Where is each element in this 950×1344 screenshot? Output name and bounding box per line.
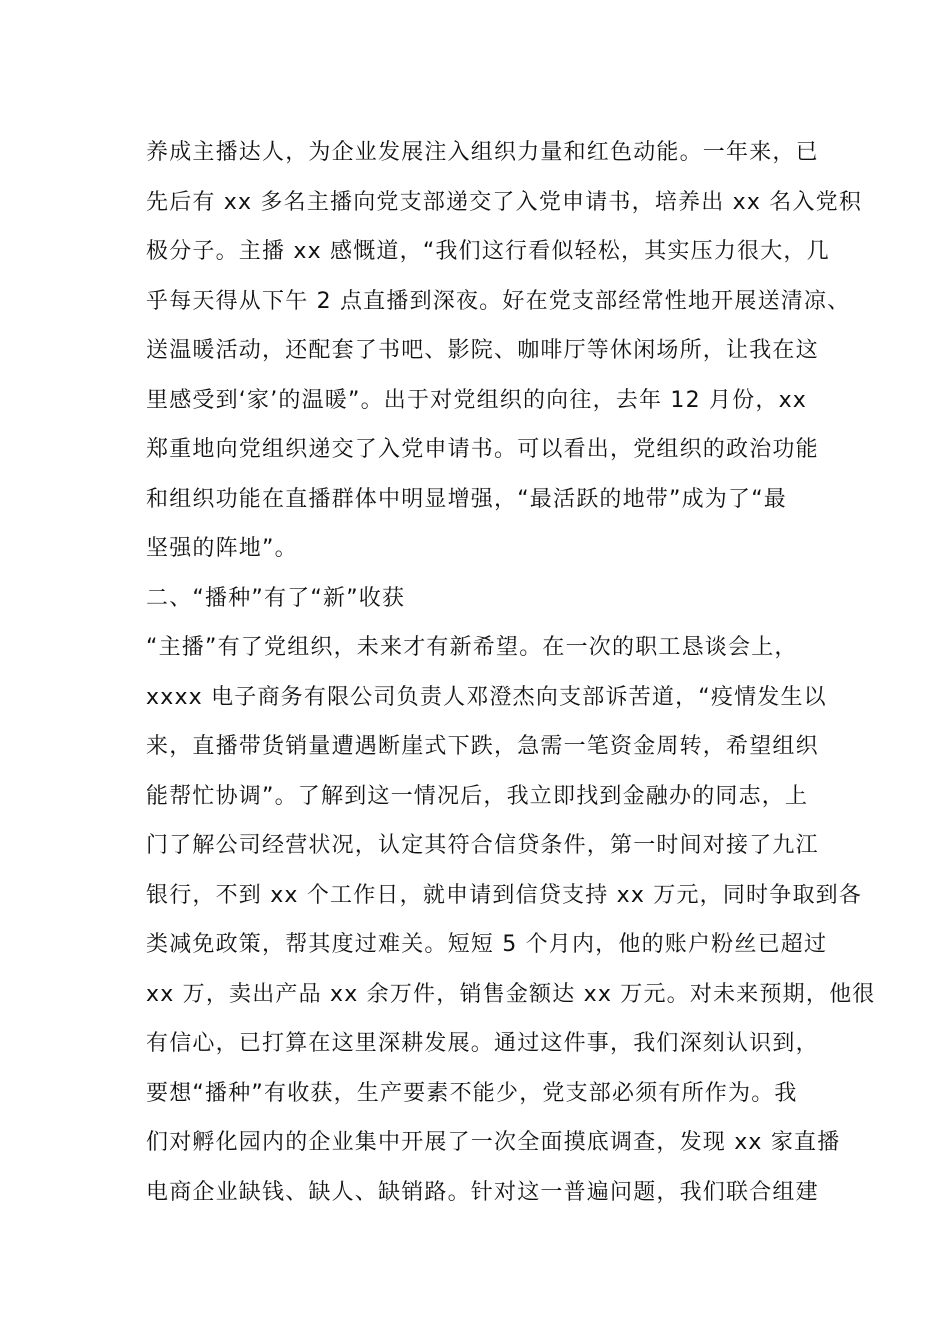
paragraph-line: 有信心，已打算在这里深耕发展。通过这件事，我们深刻认识到， (146, 1031, 819, 1056)
paragraph-line: 里感受到‘家’的温暖”。出于对党组织的向往，去年 12 月份，xx (146, 388, 808, 413)
paragraph-line: 极分子。主播 xx 感慨道，“我们这行看似轻松，其实压力很大，几 (146, 239, 830, 264)
paragraph-line: 来，直播带货销量遭遇断崖式下跌，急需一笔资金周转，希望组织 (146, 734, 819, 759)
paragraph-line: 坚强的阵地”。 (146, 536, 298, 561)
paragraph-line: 能帮忙协调”。了解到这一情况后，我立即找到金融办的同志，上 (146, 784, 809, 809)
paragraph-line: xxxx 电子商务有限公司负责人邓澄杰向支部诉苦道，“疫情发生以 (146, 685, 827, 710)
section-heading: 二、“播种”有了“新”收获 (146, 586, 406, 611)
paragraph-line: 养成主播达人，为企业发展注入组织力量和红色动能。一年来，已 (146, 140, 819, 165)
paragraph-line: xx 万，卖出产品 xx 余万件，销售金额达 xx 万元。对未来预期，他很 (146, 982, 876, 1007)
paragraph-line: 门了解公司经营状况，认定其符合信贷条件，第一时间对接了九江 (146, 833, 819, 858)
paragraph-line: 电商企业缺钱、缺人、缺销路。针对这一普遍问题，我们联合组建 (146, 1180, 819, 1205)
paragraph-line: 乎每天得从下午 2 点直播到深夜。好在党支部经常性地开展送清凉、 (146, 289, 851, 314)
paragraph-line: 先后有 xx 多名主播向党支部递交了入党申请书，培养出 xx 名入党积 (146, 190, 863, 215)
paragraph-line: 郑重地向党组织递交了入党申请书。可以看出，党组织的政治功能 (146, 437, 819, 462)
paragraph-line: “主播”有了党组织，未来才有新希望。在一次的职工恳谈会上， (146, 635, 798, 660)
paragraph-line: 类减免政策，帮其度过难关。短短 5 个月内，他的账户粉丝已超过 (146, 932, 828, 957)
paragraph-line: 们对孵化园内的企业集中开展了一次全面摸底调查，发现 xx 家直播 (146, 1130, 841, 1155)
paragraph-line: 要想“播种”有收获，生产要素不能少，党支部必须有所作为。我 (146, 1081, 798, 1106)
paragraph-line: 银行，不到 xx 个工作日，就申请到信贷支持 xx 万元，同时争取到各 (146, 883, 863, 908)
paragraph-line: 送温暖活动，还配套了书吧、影院、咖啡厅等休闲场所，让我在这 (146, 338, 819, 363)
paragraph-line: 和组织功能在直播群体中明显增强，“最活跃的地带”成为了“最 (146, 487, 787, 512)
